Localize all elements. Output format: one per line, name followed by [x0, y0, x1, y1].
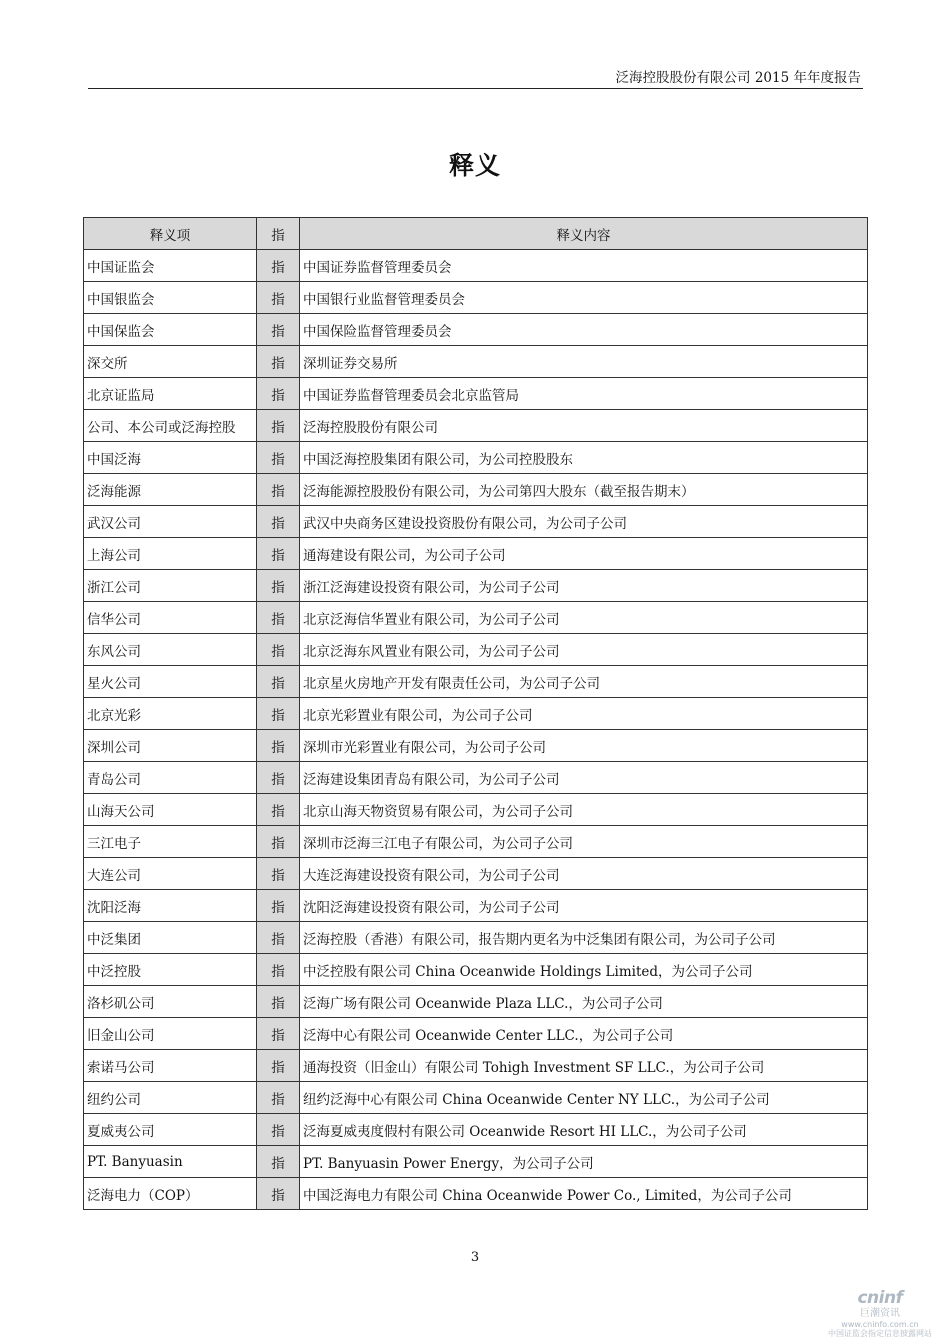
table-row [84, 794, 868, 826]
row-definition: 中国银行业监督管理委员会 [300, 282, 868, 314]
row-term: 泛海电力（COP） [84, 1178, 257, 1210]
table-row [84, 442, 868, 474]
table-row [84, 378, 868, 410]
section-title: 释义 [448, 151, 501, 180]
row-indicator: 指 [257, 634, 300, 666]
row-definition: 大连泛海建设投资有限公司，为公司子公司 [300, 858, 868, 890]
row-definition: 浙江泛海建设投资有限公司，为公司子公司 [300, 570, 868, 602]
row-term: 武汉公司 [84, 506, 257, 538]
table-header-row [84, 218, 868, 250]
cninfo-watermark [828, 1289, 932, 1338]
row-definition: 泛海能源控股股份有限公司，为公司第四大股东（截至报告期末） [300, 474, 868, 506]
row-indicator: 指 [257, 666, 300, 698]
row-term: 沈阳泛海 [84, 890, 257, 922]
row-indicator: 指 [257, 858, 300, 890]
row-indicator: 指 [257, 730, 300, 762]
row-definition: 深圳市光彩置业有限公司，为公司子公司 [300, 730, 868, 762]
table-row [84, 1050, 868, 1082]
table-row [84, 858, 868, 890]
row-term: 北京证监局 [84, 378, 257, 410]
watermark-tag: 中国证监会指定信息披露网站 [828, 1328, 932, 1338]
row-indicator: 指 [257, 250, 300, 282]
watermark-cn: 巨潮资讯 [860, 1308, 900, 1320]
row-indicator: 指 [257, 890, 300, 922]
row-indicator: 指 [257, 506, 300, 538]
table-row [84, 954, 868, 986]
table-row [84, 506, 868, 538]
table-row [84, 250, 868, 282]
row-term: 中泛集团 [84, 922, 257, 954]
row-indicator: 指 [257, 410, 300, 442]
row-definition: 中国证券监督管理委员会 [300, 250, 868, 282]
row-indicator: 指 [257, 1050, 300, 1082]
table-row [84, 666, 868, 698]
table-row [84, 314, 868, 346]
table-row [84, 602, 868, 634]
row-definition: 泛海控股（香港）有限公司，报告期内更名为中泛集团有限公司，为公司子公司 [300, 922, 868, 954]
row-term: 山海天公司 [84, 794, 257, 826]
row-definition: 中泛控股有限公司 China Oceanwide Holdings Limited，为公司子公司 [300, 954, 868, 986]
row-term: 夏威夷公司 [84, 1114, 257, 1146]
row-definition: 中国证券监督管理委员会北京监管局 [300, 378, 868, 410]
row-definition: 北京山海天物资贸易有限公司，为公司子公司 [300, 794, 868, 826]
row-term: 浙江公司 [84, 570, 257, 602]
row-indicator: 指 [257, 346, 300, 378]
row-term: 深圳公司 [84, 730, 257, 762]
page-number: 3 [470, 1250, 480, 1265]
row-indicator: 指 [257, 602, 300, 634]
table-row [84, 410, 868, 442]
table-row [84, 1178, 868, 1210]
row-term: 中国银监会 [84, 282, 257, 314]
header-mid: 指 [257, 218, 300, 250]
row-term: 中泛控股 [84, 954, 257, 986]
row-term: 东风公司 [84, 634, 257, 666]
row-indicator: 指 [257, 442, 300, 474]
table-row [84, 570, 868, 602]
table-row [84, 1114, 868, 1146]
row-definition: 通海建设有限公司，为公司子公司 [300, 538, 868, 570]
row-term: 旧金山公司 [84, 1018, 257, 1050]
header-term: 释义项 [84, 218, 257, 250]
row-indicator: 指 [257, 538, 300, 570]
row-indicator: 指 [257, 762, 300, 794]
row-definition: 深圳市泛海三江电子有限公司，为公司子公司 [300, 826, 868, 858]
table-row [84, 826, 868, 858]
row-definition: 纽约泛海中心有限公司 China Oceanwide Center NY LLC.，为公司子公司 [300, 1082, 868, 1114]
table-row [84, 1018, 868, 1050]
table-row [84, 730, 868, 762]
row-term: 泛海能源 [84, 474, 257, 506]
page-header [88, 64, 863, 89]
row-definition: 沈阳泛海建设投资有限公司，为公司子公司 [300, 890, 868, 922]
row-indicator: 指 [257, 378, 300, 410]
row-definition: 武汉中央商务区建设投资股份有限公司，为公司子公司 [300, 506, 868, 538]
table-row [84, 282, 868, 314]
row-indicator: 指 [257, 474, 300, 506]
row-indicator: 指 [257, 1114, 300, 1146]
row-indicator: 指 [257, 986, 300, 1018]
row-definition: 泛海中心有限公司 Oceanwide Center LLC.，为公司子公司 [300, 1018, 868, 1050]
row-term: 中国泛海 [84, 442, 257, 474]
row-definition: 北京泛海东风置业有限公司，为公司子公司 [300, 634, 868, 666]
row-term: 纽约公司 [84, 1082, 257, 1114]
row-term: 中国保监会 [84, 314, 257, 346]
row-term: 信华公司 [84, 602, 257, 634]
row-definition: 中国保险监督管理委员会 [300, 314, 868, 346]
table-row [84, 346, 868, 378]
row-indicator: 指 [257, 954, 300, 986]
row-definition: 中国泛海控股集团有限公司，为公司控股股东 [300, 442, 868, 474]
row-term: 中国证监会 [84, 250, 257, 282]
row-definition: 泛海建设集团青岛有限公司，为公司子公司 [300, 762, 868, 794]
table-row [84, 1082, 868, 1114]
row-definition: 泛海广场有限公司 Oceanwide Plaza LLC.，为公司子公司 [300, 986, 868, 1018]
row-definition: 深圳证券交易所 [300, 346, 868, 378]
watermark-url: www.cninfo.com.cn [841, 1319, 919, 1329]
table-row [84, 986, 868, 1018]
row-term: 青岛公司 [84, 762, 257, 794]
row-term: 北京光彩 [84, 698, 257, 730]
row-indicator: 指 [257, 698, 300, 730]
row-indicator: 指 [257, 1018, 300, 1050]
table-row [84, 922, 868, 954]
table-row [84, 890, 868, 922]
table-row [84, 474, 868, 506]
row-definition: 泛海控股股份有限公司 [300, 410, 868, 442]
row-definition: 通海投资（旧金山）有限公司 Tohigh Investment SF LLC.，为公司子公司 [300, 1050, 868, 1082]
row-indicator: 指 [257, 282, 300, 314]
row-term: 大连公司 [84, 858, 257, 890]
row-definition: 泛海夏威夷度假村有限公司 Oceanwide Resort HI LLC.，为公司子公司 [300, 1114, 868, 1146]
row-definition: 中国泛海电力有限公司 China Oceanwide Power Co., Limited，为公司子公司 [300, 1178, 868, 1210]
row-definition: 北京星火房地产开发有限责任公司，为公司子公司 [300, 666, 868, 698]
row-indicator: 指 [257, 1082, 300, 1114]
row-term: 上海公司 [84, 538, 257, 570]
row-term: 星火公司 [84, 666, 257, 698]
header-definition: 释义内容 [300, 218, 868, 250]
row-indicator: 指 [257, 570, 300, 602]
row-term: 公司、本公司或泛海控股 [84, 410, 257, 442]
header-title: 泛海控股股份有限公司 2015 年年度报告 [615, 70, 861, 86]
row-term: 索诺马公司 [84, 1050, 257, 1082]
row-term: PT. Banyuasin [84, 1146, 257, 1178]
row-indicator: 指 [257, 314, 300, 346]
watermark-brand: cninf [857, 1287, 903, 1308]
row-indicator: 指 [257, 1178, 300, 1210]
definitions-table [83, 217, 868, 1210]
row-indicator: 指 [257, 794, 300, 826]
row-indicator: 指 [257, 826, 300, 858]
table-row [84, 634, 868, 666]
table-row [84, 698, 868, 730]
row-term: 洛杉矶公司 [84, 986, 257, 1018]
row-term: 三江电子 [84, 826, 257, 858]
table-row [84, 1146, 868, 1178]
row-definition: 北京光彩置业有限公司，为公司子公司 [300, 698, 868, 730]
row-indicator: 指 [257, 922, 300, 954]
row-indicator: 指 [257, 1146, 300, 1178]
table-row [84, 538, 868, 570]
row-definition: 北京泛海信华置业有限公司，为公司子公司 [300, 602, 868, 634]
table-row [84, 762, 868, 794]
row-term: 深交所 [84, 346, 257, 378]
row-definition: PT. Banyuasin Power Energy，为公司子公司 [300, 1146, 868, 1178]
